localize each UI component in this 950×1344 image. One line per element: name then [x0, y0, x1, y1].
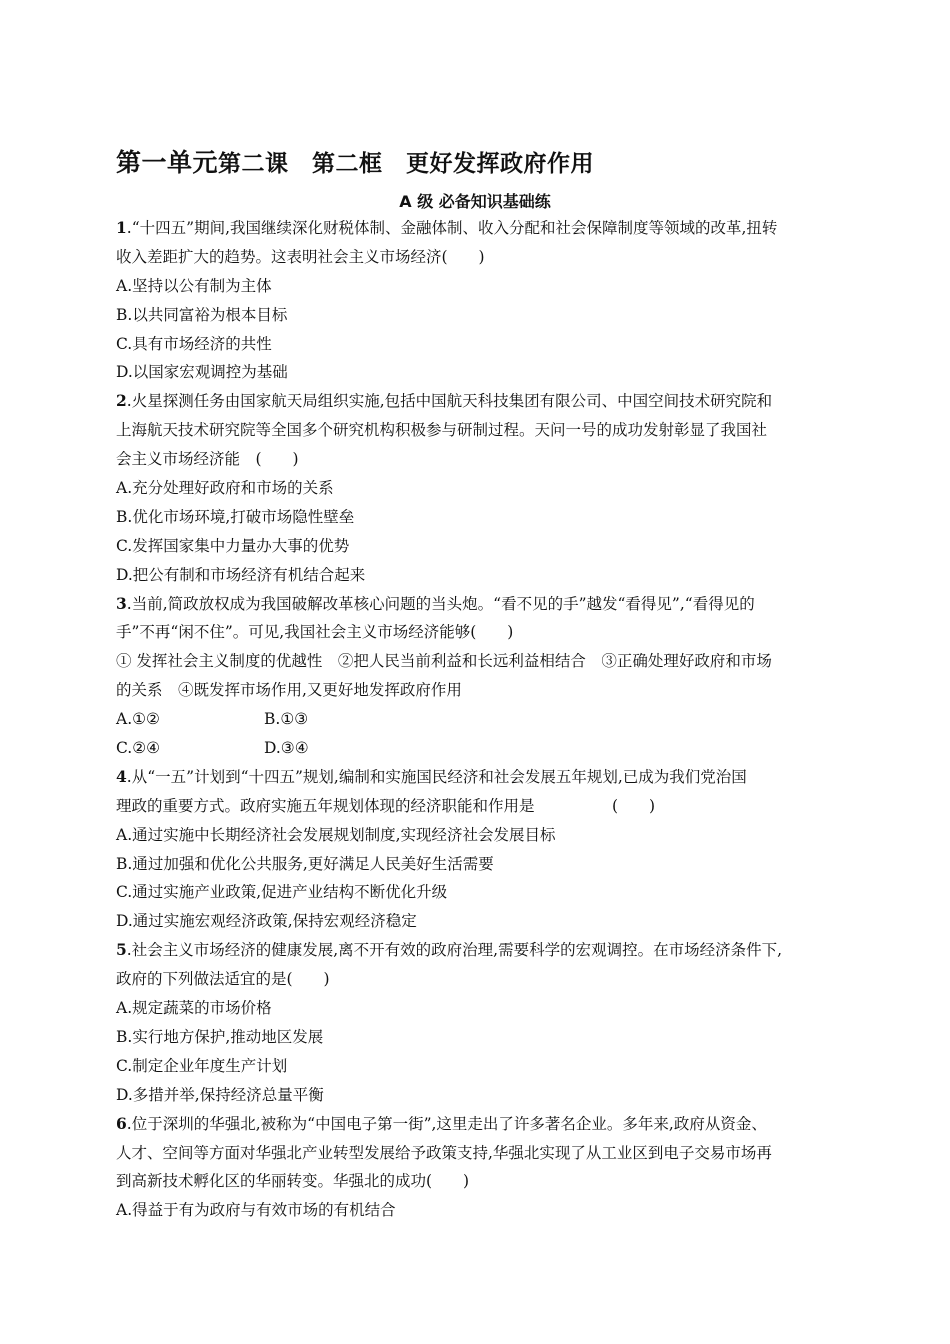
option-b: B.以共同富裕为根本目标: [116, 305, 288, 324]
question-2: [116, 387, 834, 589]
option-c: C.②④: [116, 739, 161, 758]
option-b: B.实行地方保护,推动地区发展: [116, 1027, 324, 1046]
option-a: A.通过实施中长期经济社会发展规划制度,实现经济社会发展目标: [116, 825, 556, 844]
question-stem-line: 到高新技术孵化区的华丽转变。华强北的成功( ): [116, 1172, 470, 1191]
option-d: D.③④: [264, 739, 309, 758]
question-stem-line: 6.位于深圳的华强北,被称为“中国电子第一街”,这里走出了许多著名企业。多年来,政府从资金、: [116, 1113, 767, 1133]
question-stem-line: 5.社会主义市场经济的健康发展,离不开有效的政府治理,需要科学的宏观调控。在市场经济条件下,: [116, 940, 783, 960]
option-a: A.坚持以公有制为主体: [116, 276, 272, 295]
option-c: C.通过实施产业政策,促进产业结构不断优化升级: [116, 883, 448, 902]
statement-line: 的关系 ④既发挥市场作用,又更好地发挥政府作用: [116, 681, 462, 700]
question-number: 3: [116, 593, 127, 613]
option-row: [116, 705, 834, 734]
section-heading: A 级 必备知识基础练: [399, 192, 551, 211]
question-number: 4: [116, 766, 127, 786]
title-unit: 第一单元: [116, 148, 219, 177]
question-stem-line: 政府的下列做法适宜的是( ): [116, 970, 330, 989]
question-stem-line: 理政的重要方式。政府实施五年规划体现的经济职能和作用是 ( ): [116, 796, 656, 815]
question-number: 5: [116, 940, 127, 960]
option-c: C.具有市场经济的共性: [116, 334, 272, 353]
question-stem-line: 4.从“一五”计划到“十四五”规划,编制和实施国民经济和社会发展五年规划,已成为我们党治国: [116, 766, 747, 786]
option-a: A.规定蔬菜的市场价格: [116, 999, 272, 1018]
option-d: D.以国家宏观调控为基础: [116, 363, 288, 382]
option-b: B.①③: [264, 710, 309, 729]
question-stem-line: 3.当前,简政放权成为我国破解改革核心问题的当头炮。“看不见的手”越发“看得见”,“看得见的: [116, 593, 755, 613]
question-stem-line: 人才、空间等方面对华强北产业转型发展给予政策支持,华强北实现了从工业区到电子交易市场再: [116, 1143, 772, 1162]
option-a: A.得益于有为政府与有效市场的有机结合: [116, 1201, 396, 1220]
option-row: [116, 734, 834, 763]
question-4: [116, 763, 834, 936]
question-number: 1: [116, 218, 127, 237]
question-stem-line: 收入差距扩大的趋势。这表明社会主义市场经济( ): [116, 247, 485, 266]
question-number: 2: [116, 391, 127, 411]
question-3: [116, 590, 834, 763]
question-stem-line: 上海航天技术研究院等全国多个研究机构积极参与研制过程。天问一号的成功发射彰显了我国社: [116, 421, 768, 440]
question-stem-line: 2.火星探测任务由国家航天局组织实施,包括中国航天科技集团有限公司、中国空间技术研究院和: [116, 391, 773, 411]
question-5: [116, 936, 834, 1109]
question-stem-line: 1.“十四五”期间,我国继续深化财税体制、金融体制、收入分配和社会保障制度等领域的改革,扭转: [116, 218, 778, 237]
question-6: [116, 1110, 834, 1226]
question-number: 6: [116, 1113, 127, 1133]
option-a: A.充分处理好政府和市场的关系: [116, 479, 334, 498]
question-stem-line: 手”不再“闲不住”。可见,我国社会主义市场经济能够( ): [116, 623, 514, 642]
option-d: D.把公有制和市场经济有机结合起来: [116, 565, 366, 584]
title-lesson: 第二课 第二框 更好发挥政府作用: [218, 151, 595, 177]
question-stem-line: 会主义市场经济能 ( ): [116, 450, 299, 469]
option-d: D.通过实施宏观经济政策,保持宏观经济稳定: [116, 912, 417, 931]
page-title: [116, 143, 594, 179]
question-list: [116, 214, 834, 1225]
option-a: A.①②: [116, 710, 160, 729]
option-b: B.通过加强和优化公共服务,更好满足人民美好生活需要: [116, 854, 494, 873]
option-b: B.优化市场环境,打破市场隐性壁垒: [116, 507, 355, 526]
option-c: C.制定企业年度生产计划: [116, 1056, 288, 1075]
option-c: C.发挥国家集中力量办大事的优势: [116, 536, 350, 555]
option-d: D.多措并举,保持经济总量平衡: [116, 1085, 324, 1104]
statement-line: ① 发挥社会主义制度的优越性 ②把人民当前利益和长远利益相结合 ③正确处理好政府和市场: [116, 652, 772, 671]
question-1: [116, 214, 834, 387]
